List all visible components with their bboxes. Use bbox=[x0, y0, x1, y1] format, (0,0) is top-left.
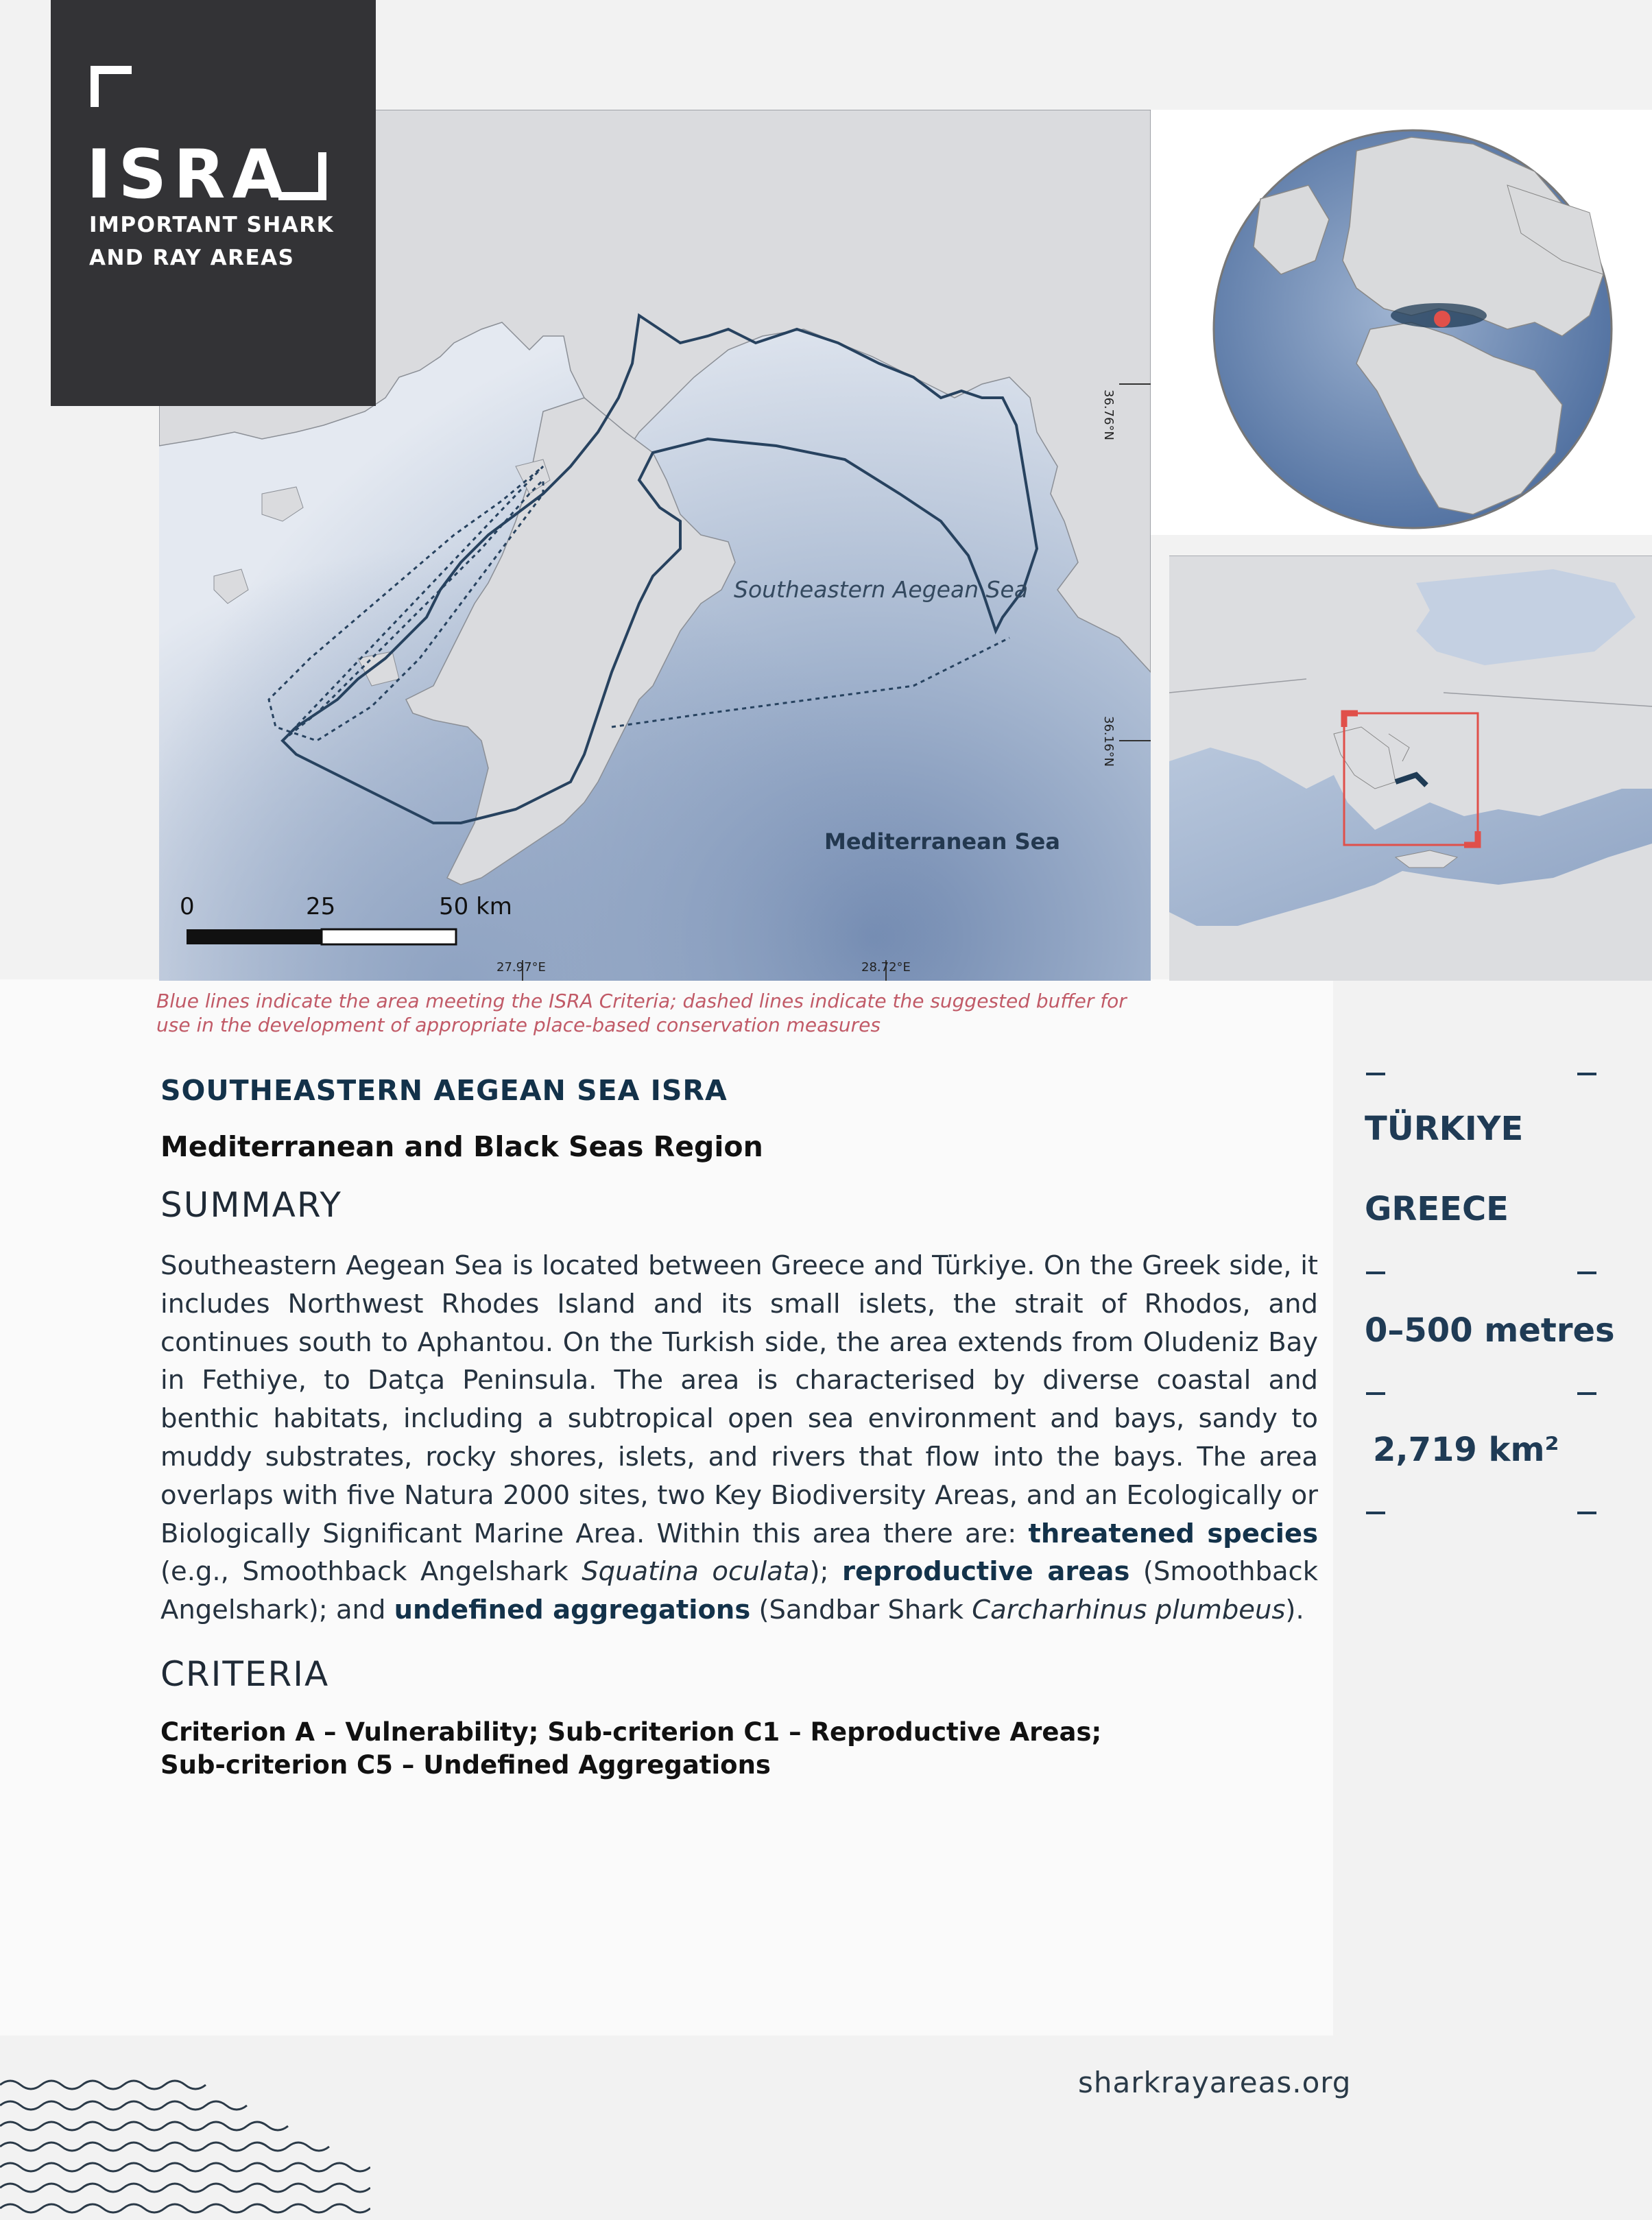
map-label-area: Southeastern Aegean Sea bbox=[734, 576, 1029, 603]
map-label-sea: Mediterranean Sea bbox=[824, 828, 1060, 855]
depth-range: 0–500 metres bbox=[1365, 1311, 1615, 1350]
scale-label-50: 50 km bbox=[439, 893, 512, 920]
globe-inset-map bbox=[1151, 110, 1652, 535]
divider-dash bbox=[1366, 1073, 1385, 1075]
summary-bold-reproductive: reproductive areas bbox=[842, 1556, 1130, 1588]
caption-line-1: Blue lines indicate the area meeting the ISRA Criteria; dashed lines indicate the suggested buffer for bbox=[156, 990, 1127, 1012]
criteria-line-1: Criterion A – Vulnerability; Sub-criterion C1 – Reproductive Areas; bbox=[160, 1717, 1102, 1747]
lon-label-2: 28.72°E bbox=[861, 960, 911, 975]
area-size: 2,719 km² bbox=[1373, 1431, 1559, 1469]
website-link[interactable]: sharkrayareas.org bbox=[1078, 2066, 1352, 2099]
divider-dash bbox=[1366, 1392, 1385, 1395]
lat-label-2: 36.16°N bbox=[1101, 716, 1116, 767]
summary-bold-threatened: threatened species bbox=[1028, 1518, 1318, 1549]
scale-label-25: 25 bbox=[306, 893, 336, 920]
country-greece: GREECE bbox=[1365, 1190, 1509, 1228]
logo-line-1: IMPORTANT SHARK bbox=[89, 213, 335, 237]
criteria-line-2: Sub-criterion C5 – Undefined Aggregations bbox=[160, 1750, 771, 1780]
summary-species-carcharhinus: Carcharhinus plumbeus bbox=[972, 1595, 1286, 1626]
summary-species-squatina: Squatina oculata bbox=[582, 1556, 810, 1588]
lat-label-1: 36.76°N bbox=[1101, 390, 1116, 440]
country-turkiye: TÜRKIYE bbox=[1365, 1110, 1524, 1148]
summary-part: Southeastern Aegean Sea is located between Greece and Türkiye. On the Greek side, it includes Northwest Rhodes Island and its small islets, the strait of Rhodos, and continues south to Aphantou. On the Turkish side, the area extends from Oludeniz Bay in Fethiye, to Datça Peninsula. The area is characterised by diverse coastal and benthic habitats, including a subtropical open sea environment and bays, sandy to muddy substrates, rocky shores, islets, and rivers that flow into the bays. The area overlaps with five Natura 2000 sites, two Key Biodiversity Areas, and an Ecologically or Biologically Significant Marine Area. Within this area there are: bbox=[160, 1250, 1318, 1549]
summary-part: (e.g., Smoothback Angelshark bbox=[160, 1556, 582, 1588]
summary-paragraph bbox=[160, 1247, 1318, 1630]
lon-label-1: 27.97°E bbox=[496, 960, 546, 975]
criteria-heading: CRITERIA bbox=[160, 1654, 330, 1694]
divider-dash bbox=[1577, 1272, 1596, 1274]
map-caption bbox=[156, 989, 1158, 1037]
summary-part: ); bbox=[809, 1556, 843, 1588]
caption-line-2: use in the development of appropriate place-based conservation measures bbox=[156, 1014, 881, 1036]
divider-dash bbox=[1366, 1272, 1385, 1274]
isra-title: SOUTHEASTERN AEGEAN SEA ISRA bbox=[160, 1074, 728, 1107]
wave-pattern-decoration bbox=[0, 2078, 370, 2217]
divider-dash bbox=[1577, 1512, 1596, 1514]
divider-dash bbox=[1366, 1512, 1385, 1514]
scale-label-0: 0 bbox=[180, 893, 195, 920]
region-inset-map bbox=[1169, 556, 1652, 981]
divider-dash bbox=[1577, 1392, 1596, 1395]
isra-logo bbox=[51, 0, 376, 406]
criteria-list bbox=[160, 1716, 1101, 1782]
summary-part: (Sandbar Shark bbox=[750, 1595, 972, 1626]
summary-part: (Smoothback Angelshark); and bbox=[160, 1556, 1318, 1626]
summary-heading: SUMMARY bbox=[160, 1185, 342, 1225]
summary-bold-aggregations: undefined aggregations bbox=[394, 1595, 751, 1626]
divider-dash bbox=[1577, 1073, 1596, 1075]
logo-word: ISRA bbox=[86, 136, 291, 214]
logo-corner-bottom bbox=[278, 152, 326, 200]
summary-part: ). bbox=[1285, 1595, 1304, 1626]
region-subtitle: Mediterranean and Black Seas Region bbox=[160, 1130, 763, 1163]
logo-corner-top bbox=[91, 66, 132, 107]
logo-line-2: AND RAY AREAS bbox=[89, 246, 295, 270]
